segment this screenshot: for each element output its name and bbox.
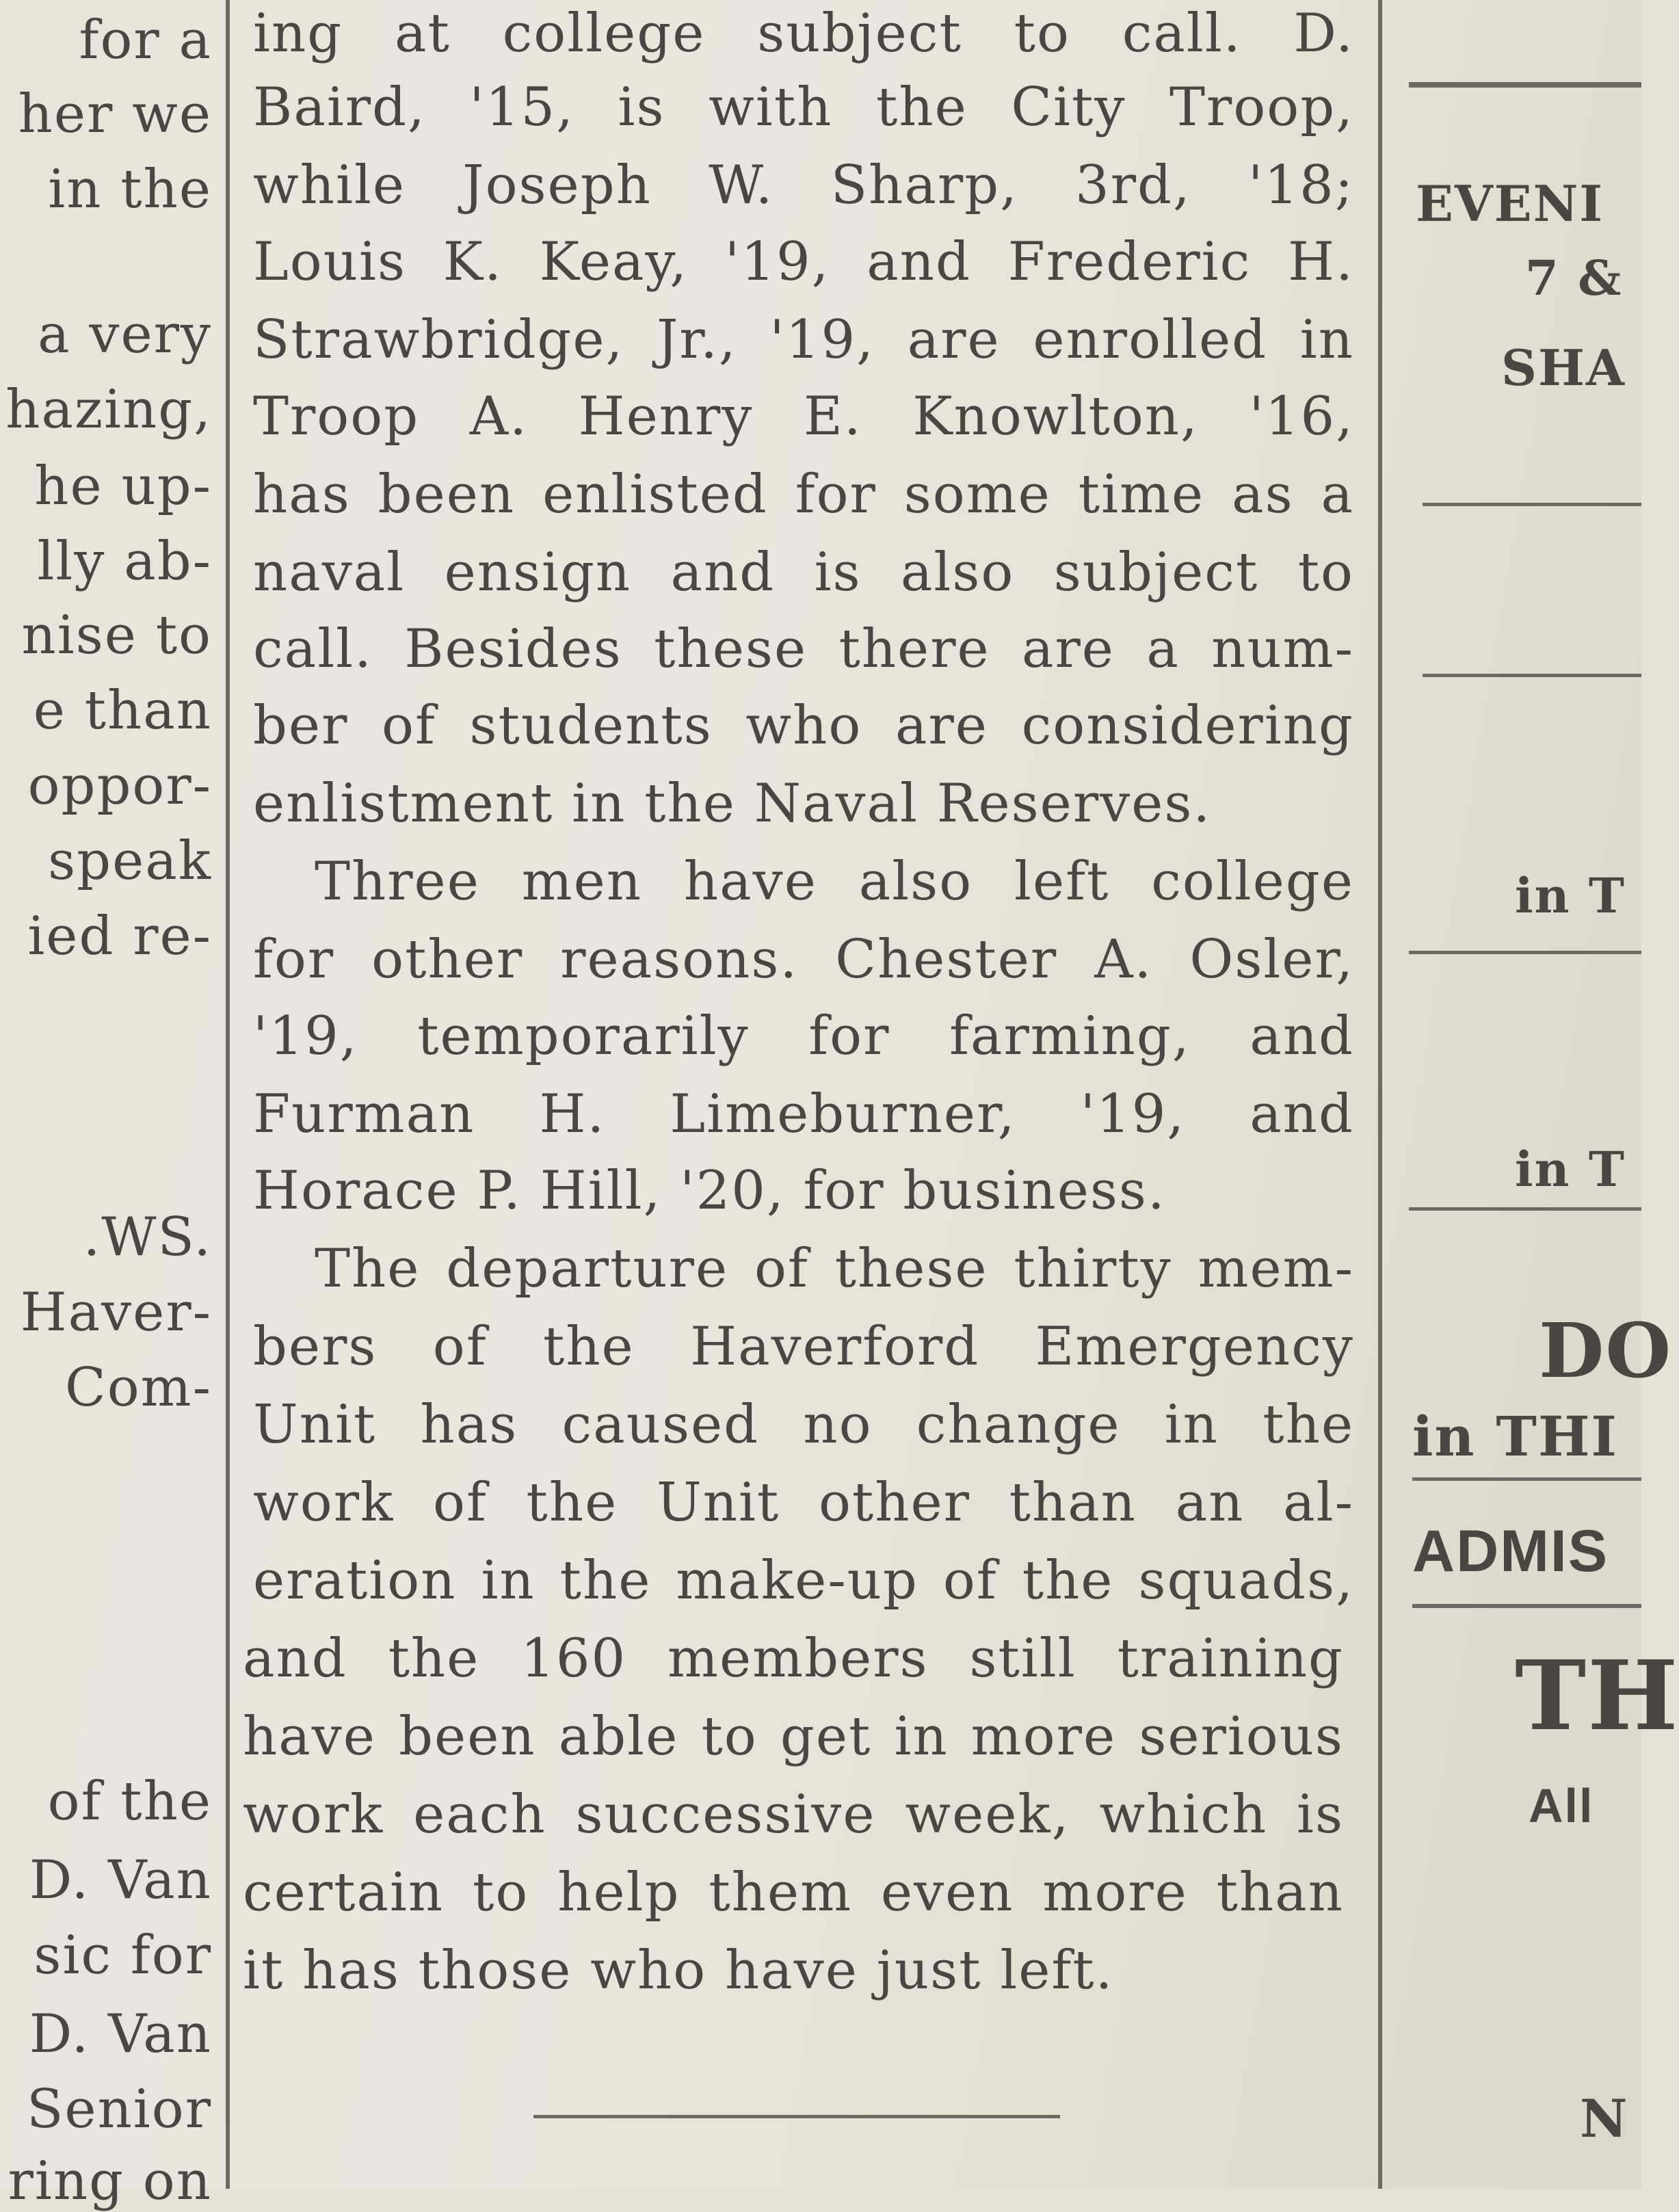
right-rule [1409, 951, 1641, 954]
article-line: have been able to get in more serious [243, 1706, 1344, 1767]
article-line: work of the Unit other than an al- [253, 1472, 1354, 1533]
article-line: Troop A. Henry E. Knowlton, '16, [253, 386, 1354, 447]
article-line: eration in the make-up of the squads, [253, 1550, 1354, 1611]
left-line: ring on [8, 2150, 212, 2212]
right-line: in T [1515, 867, 1626, 924]
right-line: ADMIS [1412, 1518, 1609, 1584]
left-line: her we [18, 83, 212, 145]
left-line: .WS. [83, 1207, 212, 1268]
article-line: work each successive week, which is [243, 1784, 1344, 1845]
right-line: All [1529, 1779, 1594, 1832]
column-rule-left [226, 0, 230, 2189]
right-rule [1409, 1207, 1641, 1211]
article-line: Three men have also left college [315, 851, 1354, 912]
left-line: sic for [34, 1925, 212, 1986]
left-line: of the [47, 1771, 212, 1832]
left-line: e than [33, 680, 212, 741]
right-rule [1409, 82, 1641, 88]
left-line: speak [48, 830, 212, 892]
right-line: in T [1515, 1141, 1626, 1198]
left-line: oppor- [27, 755, 212, 817]
left-line: nise to [21, 605, 212, 666]
article-line: call. Besides these there are a num- [253, 618, 1354, 680]
left-line: D. Van [29, 1849, 212, 1911]
right-line: DO [1539, 1306, 1673, 1395]
right-rule [1412, 1477, 1641, 1481]
article-line: Horace P. Hill, '20, for business. [253, 1160, 1166, 1222]
column-rule-right [1378, 0, 1382, 2189]
article-line: it has those who have just left. [243, 1940, 1114, 2001]
article-line: bers of the Haverford Emergency [253, 1316, 1354, 1378]
left-line: he up- [34, 456, 212, 517]
article-line: '19, temporarily for farming, and [253, 1005, 1354, 1067]
left-line: Haver- [20, 1282, 212, 1343]
article-line: The departure of these thirty mem- [315, 1238, 1354, 1300]
article-line: while Joseph W. Sharp, 3rd, '18; [253, 155, 1354, 216]
article-line: for other reasons. Chester A. Osler, [253, 929, 1354, 990]
right-line: in THI [1412, 1404, 1618, 1469]
right-line: TH [1515, 1640, 1679, 1752]
article-line: Baird, '15, is with the City Troop, [253, 77, 1354, 138]
left-line: a very [38, 304, 212, 365]
left-line: hazing, [5, 379, 212, 440]
right-rule [1412, 1604, 1641, 1608]
left-line: in the [48, 159, 212, 220]
article-line: ing at college subject to call. D. [253, 3, 1354, 64]
left-line: lly ab- [37, 531, 212, 592]
article-line: enlistment in the Naval Reserves. [253, 773, 1212, 834]
article-line: Unit has caused no change in the [253, 1394, 1354, 1456]
left-line: Com- [65, 1357, 212, 1419]
right-line: EVENI [1416, 174, 1604, 233]
right-line: 7 & [1525, 250, 1623, 306]
article-end-rule [533, 2115, 1060, 2118]
article-line: naval ensign and is also subject to [253, 542, 1354, 603]
article-line: certain to help them even more than [243, 1862, 1344, 1923]
left-line: ied re- [27, 906, 212, 967]
left-line: for a [79, 10, 212, 71]
right-rule [1423, 674, 1641, 677]
article-line: Furman H. Limeburner, '19, and [253, 1083, 1354, 1145]
left-line: D. Van [29, 2003, 212, 2065]
right-line: N [1580, 2088, 1629, 2149]
article-line: Strawbridge, Jr., '19, are enrolled in [253, 309, 1354, 371]
article-line: has been enlisted for some time as a [253, 464, 1354, 525]
article-line: Louis K. Keay, '19, and Frederic H. [253, 231, 1354, 293]
left-line: Senior [26, 2079, 212, 2140]
article-line: ber of students who are considering [253, 695, 1354, 756]
article-line: and the 160 members still training [243, 1628, 1344, 1689]
right-rule [1423, 503, 1641, 506]
right-line: SHA [1501, 339, 1626, 397]
